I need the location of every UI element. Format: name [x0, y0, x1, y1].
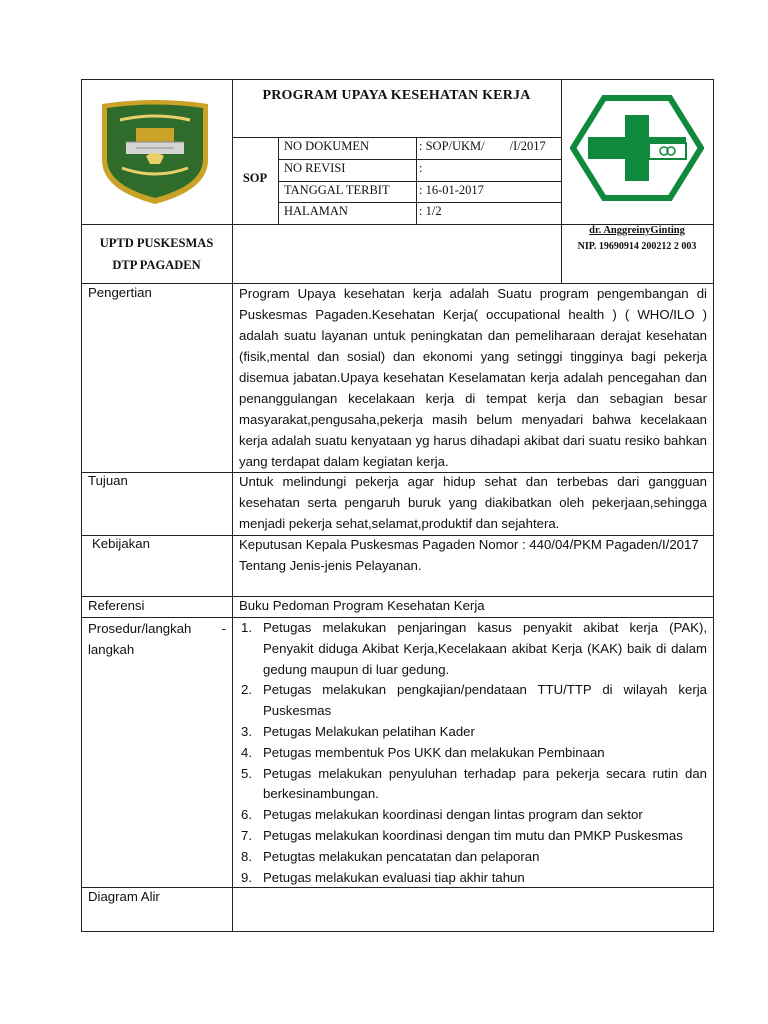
list-item [239, 618, 707, 680]
list-item [239, 826, 707, 847]
meta-value-halaman: : 1/2 [419, 204, 442, 218]
meta-value-no-revisi: : [419, 161, 423, 175]
step-number: 5. [241, 765, 252, 781]
meta-value-no-dokumen: : SOP/UKM/ /I/2017 [419, 139, 546, 153]
step-number: 8. [241, 848, 252, 864]
step-text: Petugas Melakukan pelatihan Kader [263, 723, 475, 739]
diagram-alir-area [239, 889, 707, 927]
step-text: Petugas melakukan penyuluhan terhadap para pekerja secara rutin dan berkesinambungan. [263, 765, 707, 802]
label-diagram-alir: Diagram Alir [88, 889, 160, 904]
step-text: Petugas melakukan evaluasi tiap akhir tahun [263, 869, 525, 885]
signer-name: dr. AnggreinyGinting [589, 225, 685, 236]
text-kebijakan-subject: Tentang Jenis-jenis Pelayanan. [239, 558, 422, 573]
procedure-steps [239, 618, 707, 888]
label-pengertian: Pengertian [88, 285, 152, 300]
step-number: 2. [241, 682, 252, 698]
text-kebijakan-decree: Keputusan Kepala Puskesmas Pagaden Nomor : 440/04/PKM Pagaden/I/2017 [239, 537, 699, 552]
organization-name [81, 232, 232, 276]
meta-label-halaman: HALAMAN [284, 204, 348, 218]
puskesmas-logo [570, 95, 704, 201]
kebijakan-block [239, 534, 707, 576]
step-text: Petugas melakukan pengkajian/pendataan TTU/TTP di wilayah kerja Puskesmas [263, 682, 707, 719]
list-item [239, 680, 707, 722]
organization-line-1: UPTD PUSKESMAS [99, 236, 214, 250]
step-number: 1. [241, 620, 252, 635]
signer-nip: NIP. 19690914 200212 2 003 [577, 241, 697, 252]
meta-value-tanggal-terbit: : 16-01-2017 [419, 183, 484, 197]
label-referensi: Referensi [88, 598, 145, 613]
sop-label: SOP [242, 171, 268, 185]
list-item [239, 764, 707, 806]
list-item [239, 805, 707, 826]
label-tujuan: Tujuan [88, 473, 128, 488]
organization-line-2: DTP PAGADEN [112, 258, 201, 272]
text-tujuan: Untuk melindungi pekerja agar hidup sehat dan terbebas dari gangguan kesehatan serta pengaruh buruk yang diakibatkan oleh pekerjaan,sehingga menjadi pekerja sehat,selamat,produktif dan sejahtera. [239, 474, 707, 531]
meta-label-no-revisi: NO REVISI [284, 161, 346, 175]
label-prosedur: Prosedur/langkah - langkah [88, 621, 226, 657]
step-number: 6. [241, 807, 252, 823]
step-number: 3. [241, 723, 252, 739]
list-item [239, 743, 707, 764]
step-number: 7. [241, 827, 252, 843]
step-number: 4. [241, 744, 252, 760]
text-pengertian: Program Upaya kesehatan kerja adalah Suatu program pengembangan di Puskesmas Pagaden.Kesehatan Kerja( occupational health ) ( WHO/ILO ) adalah suatu layanan untuk peningkatan dan pemeliharaan derajat kesehatan (fisik,mental dan sosial) dan ekonomi yang setinggi tingginya bagi pekerja disemua jabatan.Upaya kesehatan Keselamatan kerja adalah pencegahan dan penanggulangan kecelakaan kerja di tempat kerja dan sebagian besar masyarakat,pengusaha,pekerja masih belum menyadari bahwa kecelakaan kerja adalah suatu kenyataan yg harus dihadapi akibat dari suatu resiko bahkan yang terdapat dalam kegiatan kerja. [239, 286, 707, 469]
text-referensi: Buku Pedoman Program Kesehatan Kerja [239, 598, 485, 613]
list-item [239, 868, 707, 889]
step-text: Petugtas melakukan pencatatan dan pelaporan [263, 848, 540, 864]
step-text: Petugas melakukan koordinasi dengan lintas program dan sektor [263, 807, 643, 823]
list-item [239, 722, 707, 743]
step-text: Petugas membentuk Pos UKK dan melakukan Pembinaan [263, 744, 605, 760]
step-number: 9. [241, 869, 252, 885]
regional-emblem-logo [96, 98, 214, 208]
meta-label-tanggal-terbit: TANGGAL TERBIT [284, 183, 390, 197]
step-text: Petugas melakukan penjaringan kasus penyakit akibat kerja (PAK), Penyakit diduga Akibat Kerja,Kecelakaan akibat Kerja (KAK) baik di dalam gedung maupun di luar gedung. [263, 620, 707, 677]
list-item [239, 847, 707, 868]
page-title: PROGRAM UPAYA KESEHATAN KERJA [262, 88, 531, 103]
label-kebijakan: Kebijakan [92, 536, 150, 551]
step-text: Petugas melakukan koordinasi dengan tim mutu dan PMKP Puskesmas [263, 827, 683, 843]
meta-label-no-dokumen: NO DOKUMEN [284, 139, 370, 153]
